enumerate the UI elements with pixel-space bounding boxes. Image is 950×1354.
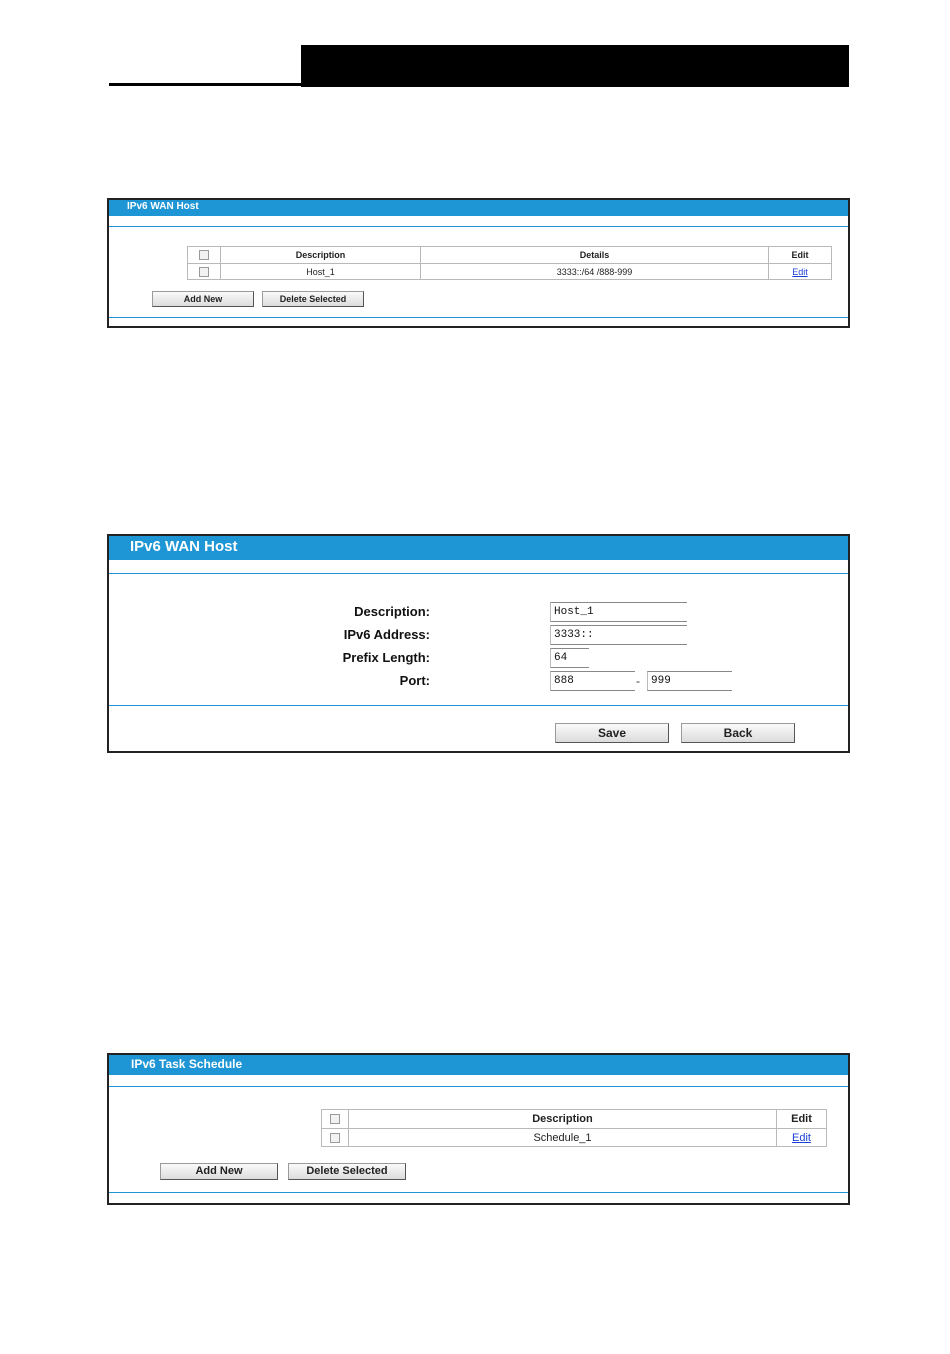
edit-link[interactable]: Edit — [792, 1131, 811, 1144]
select-all-checkbox[interactable] — [199, 250, 209, 260]
divider — [109, 226, 848, 227]
column-description: Description — [221, 247, 421, 264]
column-edit: Edit — [769, 247, 832, 264]
description-label: Description: — [354, 604, 430, 619]
page-header-bar — [301, 45, 849, 87]
row-select-cell — [322, 1129, 349, 1147]
column-details: Details — [421, 247, 769, 264]
column-description: Description — [349, 1110, 777, 1129]
port-start-input[interactable]: 888 — [550, 671, 635, 691]
prefix-length-label: Prefix Length: — [342, 650, 430, 665]
add-new-button[interactable]: Add New — [152, 291, 254, 307]
panel-title: IPv6 WAN Host — [109, 536, 848, 560]
row-edit-cell — [769, 264, 832, 280]
row-description: Host_1 — [221, 264, 421, 280]
edit-link[interactable]: Edit — [792, 266, 808, 277]
table-row — [322, 1129, 827, 1147]
ipv6-wan-host-form-panel — [107, 534, 850, 753]
delete-selected-button[interactable]: Delete Selected — [288, 1163, 406, 1180]
divider — [109, 573, 848, 574]
row-details: 3333::/64 /888-999 — [421, 264, 769, 280]
panel-title: IPv6 Task Schedule — [109, 1055, 848, 1075]
port-end-input[interactable]: 999 — [647, 671, 732, 691]
back-button[interactable]: Back — [681, 723, 795, 743]
panel-title: IPv6 WAN Host — [109, 200, 848, 216]
table-header-row — [322, 1110, 827, 1129]
schedule-table — [321, 1109, 827, 1147]
table-header-row — [188, 247, 832, 264]
ipv6-address-label: IPv6 Address: — [343, 627, 430, 642]
host-table — [187, 246, 832, 280]
ipv6-address-input[interactable]: 3333:: — [550, 625, 687, 645]
row-edit-cell — [777, 1129, 827, 1147]
column-edit: Edit — [777, 1110, 827, 1129]
port-separator: - — [636, 674, 640, 688]
divider — [109, 705, 848, 706]
ipv6-task-schedule-panel — [107, 1053, 850, 1205]
delete-selected-button[interactable]: Delete Selected — [262, 291, 364, 307]
select-all-cell — [322, 1110, 349, 1129]
add-new-button[interactable]: Add New — [160, 1163, 278, 1180]
page-header-rule — [109, 83, 301, 86]
row-description: Schedule_1 — [349, 1129, 777, 1147]
select-all-cell — [188, 247, 221, 264]
divider — [109, 1192, 848, 1193]
description-input[interactable]: Host_1 — [550, 602, 687, 622]
row-checkbox[interactable] — [330, 1133, 340, 1143]
divider — [109, 317, 848, 318]
save-button[interactable]: Save — [555, 723, 669, 743]
select-all-checkbox[interactable] — [330, 1114, 340, 1124]
divider — [109, 1086, 848, 1087]
ipv6-wan-host-list-panel — [107, 198, 850, 328]
table-row — [188, 264, 832, 280]
row-checkbox[interactable] — [199, 267, 209, 277]
row-select-cell — [188, 264, 221, 280]
port-label: Port: — [399, 673, 430, 688]
prefix-length-input[interactable]: 64 — [550, 648, 589, 668]
